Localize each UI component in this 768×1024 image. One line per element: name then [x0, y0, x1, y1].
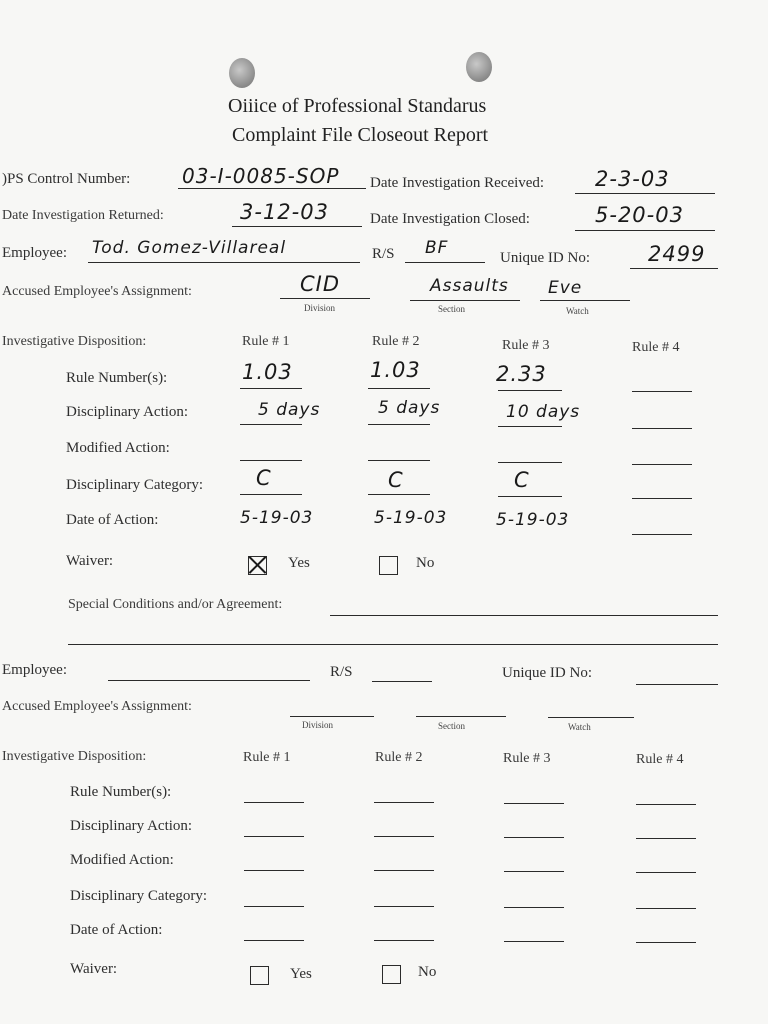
- rule-number-3: 2.33: [496, 362, 547, 386]
- rule-header-1: Rule # 1: [242, 334, 290, 349]
- section-line: [410, 300, 520, 301]
- page-title-line1: Oiiice of Professional Standarus: [228, 95, 487, 117]
- rule-header-4: Rule # 4: [632, 340, 680, 355]
- employee2-division-caption: Division: [302, 720, 334, 730]
- received-line: [575, 193, 715, 194]
- employee2-uid-line: [636, 684, 718, 685]
- employee2-row-label-disciplinary-category: Disciplinary Category:: [70, 888, 208, 904]
- disciplinary-category-2: C: [388, 468, 404, 492]
- closed-label: Date Investigation Closed:: [370, 211, 530, 227]
- section-caption: Section: [438, 304, 465, 314]
- employee2-rule-header-2: Rule # 2: [375, 750, 423, 765]
- watch-value: Eve: [548, 278, 583, 298]
- employee2-row-label-rule-numbers: Rule Number(s):: [70, 784, 172, 800]
- closed-line: [575, 230, 715, 231]
- rule-header-3: Rule # 3: [502, 338, 550, 353]
- employee2-line: [108, 680, 310, 681]
- division-line: [280, 298, 370, 299]
- employee-name-value: Tod. Gomez-Villareal: [92, 238, 287, 258]
- employee2-label: Employee:: [2, 662, 67, 678]
- division-value: CID: [300, 272, 341, 296]
- ops-control-line: [178, 188, 366, 189]
- disciplinary-category-1: C: [256, 466, 272, 490]
- received-value: 2-3-03: [595, 167, 670, 191]
- rule-number-1: 1.03: [242, 360, 293, 384]
- employee-line: [88, 262, 360, 263]
- date-of-action-1: 5-19-03: [240, 508, 314, 528]
- employee2-rule-header-3: Rule # 3: [503, 751, 551, 766]
- waiver-no-checkbox[interactable]: [379, 556, 398, 575]
- rule-header-2: Rule # 2: [372, 334, 420, 349]
- punch-hole-left: [229, 58, 255, 88]
- rs-line: [405, 262, 485, 263]
- row-label-disciplinary-category: Disciplinary Category:: [66, 477, 204, 493]
- employee2-waiver-no-checkbox[interactable]: [382, 965, 401, 984]
- employee2-row-label-modified-action: Modified Action:: [70, 852, 174, 868]
- employee2-waiver-yes-label: Yes: [290, 966, 312, 982]
- employee2-rs-line: [372, 681, 432, 682]
- employee2-rs-label: R/S: [330, 664, 353, 680]
- disciplinary-category-3: C: [514, 468, 530, 492]
- row-label-modified-action: Modified Action:: [66, 440, 170, 456]
- returned-label: Date Investigation Returned:: [2, 208, 164, 223]
- employee2-uid-label: Unique ID No:: [502, 665, 592, 681]
- employee2-row-label-disciplinary-action: Disciplinary Action:: [70, 818, 193, 834]
- date-of-action-3: 5-19-03: [496, 510, 570, 530]
- division-caption: Division: [304, 303, 336, 313]
- waiver-no-label: No: [416, 555, 435, 571]
- employee2-rule-header-4: Rule # 4: [636, 752, 684, 767]
- special-conditions-line-2: [68, 644, 718, 645]
- received-label: Date Investigation Received:: [370, 175, 545, 191]
- row-label-rule-numbers: Rule Number(s):: [66, 370, 168, 386]
- employee2-section-caption: Section: [438, 721, 465, 731]
- assignment-label: Accused Employee's Assignment:: [2, 284, 192, 299]
- employee2-waiver-label: Waiver:: [70, 961, 118, 977]
- uid-label: Unique ID No:: [500, 250, 590, 266]
- employee2-disposition-label: Investigative Disposition:: [2, 749, 147, 764]
- closed-value: 5-20-03: [595, 203, 684, 227]
- disposition-label: Investigative Disposition:: [2, 334, 147, 349]
- waiver-yes-checkbox[interactable]: [248, 556, 267, 575]
- employee2-waiver-yes-checkbox[interactable]: [250, 966, 269, 985]
- waiver-label: Waiver:: [66, 553, 114, 569]
- disciplinary-action-1: 5 days: [258, 400, 321, 420]
- uid-value: 2499: [648, 242, 706, 266]
- disciplinary-action-3: 10 days: [506, 402, 581, 422]
- ops-control-label: )PS Control Number:: [2, 171, 131, 187]
- page-title-line2: Complaint File Closeout Report: [232, 124, 489, 146]
- employee2-waiver-no-label: No: [418, 964, 437, 980]
- employee2-watch-caption: Watch: [568, 722, 591, 732]
- watch-caption: Watch: [566, 306, 589, 316]
- row-label-disciplinary-action: Disciplinary Action:: [66, 404, 189, 420]
- employee2-rule-header-1: Rule # 1: [243, 750, 291, 765]
- special-conditions-label: Special Conditions and/or Agreement:: [68, 597, 283, 612]
- returned-line: [232, 226, 362, 227]
- watch-line: [540, 300, 630, 301]
- rs-value: BF: [425, 238, 449, 258]
- punch-hole-right: [466, 52, 492, 82]
- section-value: Assaults: [430, 276, 509, 296]
- rule-number-2: 1.03: [370, 358, 421, 382]
- employee-label: Employee:: [2, 245, 67, 261]
- employee2-assignment-label: Accused Employee's Assignment:: [2, 699, 192, 714]
- uid-line: [630, 268, 718, 269]
- row-label-date-of-action: Date of Action:: [66, 512, 159, 528]
- special-conditions-line-1: [330, 615, 718, 616]
- waiver-yes-label: Yes: [288, 555, 310, 571]
- rs-label: R/S: [372, 246, 395, 262]
- employee2-row-label-date-of-action: Date of Action:: [70, 922, 163, 938]
- ops-control-value: 03-I-0085-SOP: [182, 164, 340, 188]
- returned-value: 3-12-03: [240, 200, 329, 224]
- disciplinary-action-2: 5 days: [378, 398, 441, 418]
- date-of-action-2: 5-19-03: [374, 508, 448, 528]
